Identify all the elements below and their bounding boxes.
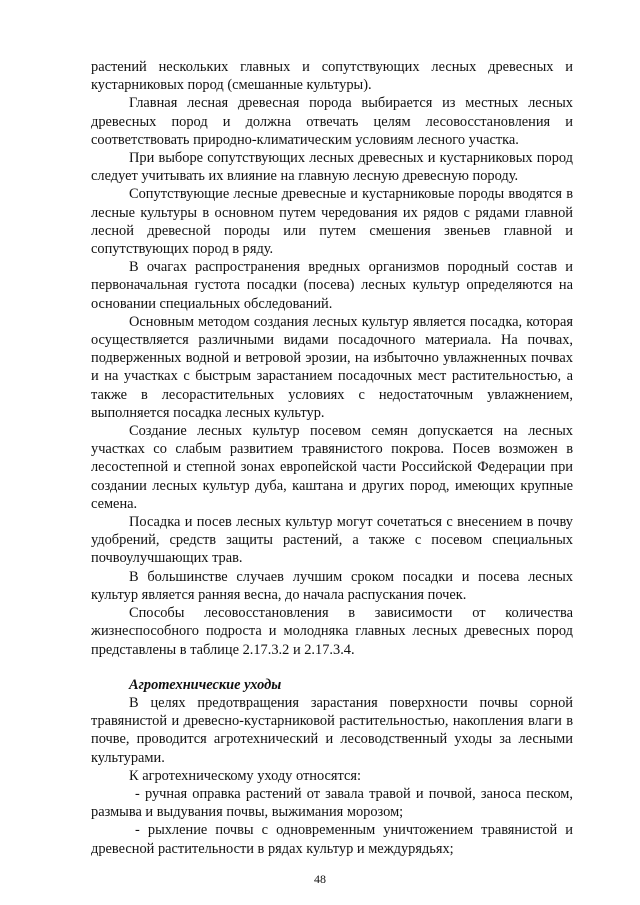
paragraph-timing: В большинстве случаев лучшим сроком посадки и посева лесных культур является ранняя весна, до начала распускания почек. [91,568,573,603]
paragraph-companion-introduction: Сопутствующие лесные древесные и кустарниковые породы вводятся в лесные культуры в основном путем чередования их рядов с рядами главной лесной древесной породы или путем смешения звеньев главной и сопутствующих пород в ряду. [91,186,573,258]
paragraph-methods-table: Способы лесовосстановления в зависимости от количества жизнеспособного подроста и молодняка главных лесных древесных пород представлены в таблице 2.17.3.2 и 2.17.3.4. [91,605,573,658]
paragraph-planting-method: Основным методом создания лесных культур является посадка, которая осуществляется различными видами посадочного материала. На почвах, подверженных водной и ветровой эрозии, на избыточно увлажненных почвах и на участках с быстрым зарастанием посадочных мест растительностью, а также в лесорастительных условиях с недостаточным увлажнением, выполняется посадка лесных культур. [91,313,573,421]
paragraph-care-list-intro: К агротехническому уходу относятся: [129,767,361,784]
paragraph-fertilizers: Посадка и посев лесных культур могут сочетаться с внесением в почву удобрений, средств защиты растений, а также с посевом специальных почвоулучшающих трав. [91,514,573,567]
list-item: - ручная оправка растений от завала травой и почвой, заноса песком, размыва и выдувания почвы, выжимания морозом; [91,785,573,821]
section-heading: Агротехнические уходы [129,676,282,693]
page-number: 48 [314,872,326,886]
paragraph-pest-foci: В очагах распространения вредных организмов породный состав и первоначальная густота посадки (посева) лесных культур определяются на основании специальных обследований. [91,259,573,312]
paragraph-care-purpose: В целях предотвращения зарастания поверхности почвы сорной травянистой и древесно-кустарниковой растительностью, накопления влаги в почве, проводится агротехнический и лесоводственный уходы за лесными культурами. [91,694,573,766]
paragraph-companion-selection: При выборе сопутствующих лесных древесных и кустарниковых пород следует учитывать их влияние на главную лесную древесную породу. [91,150,573,185]
paragraph-seeding: Создание лесных культур посевом семян допускается на лесных участках со слабым развитием травянистого покрова. Посев возможен в лесостепной и степной зонах европейской части Российской Федерации при создании лесных культур дуба, каштана и других пород, имеющих крупные семена. [91,423,573,512]
list-item: - рыхление почвы с одновременным уничтожением травянистой и древесной растительности в рядах культур и междурядьях; [91,822,573,857]
document-page [91,58,573,858]
paragraph-main-species: Главная лесная древесная порода выбирается из местных лесных древесных пород и должна отвечать целям лесовосстановления и соответствовать природно-климатическим условиям лесного участка. [91,95,573,148]
paragraph-continuation: растений нескольких главных и сопутствующих лесных древесных и кустарниковых пород (смешанные культуры). [91,59,573,94]
